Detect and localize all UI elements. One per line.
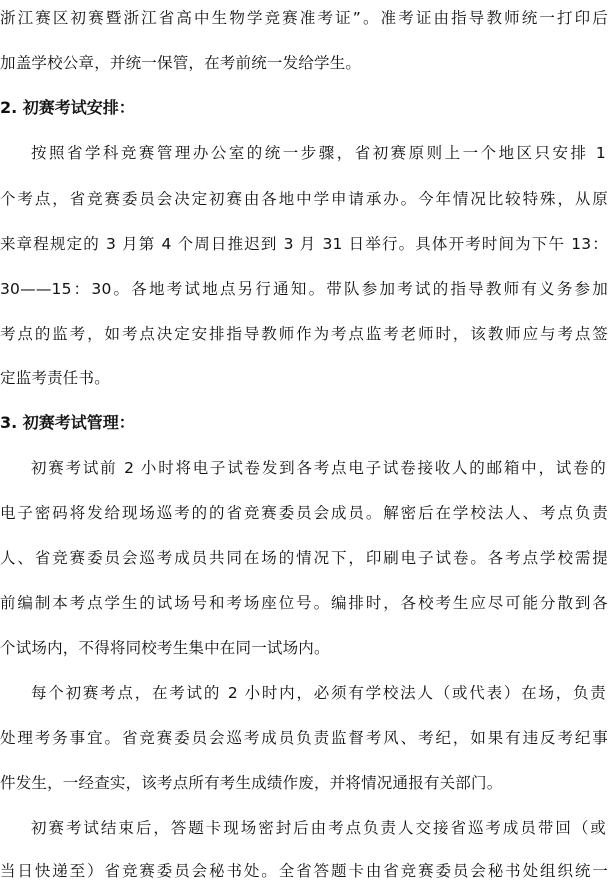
text-line: 人、省竞赛委员会巡考成员共同在场的情况下，印刷电子试卷。各考点学校需提 <box>0 549 608 567</box>
text-line: 处理考务事宜。省竞赛委员会巡考成员负责监督考风、考纪，如果有违反考纪事 <box>0 729 608 747</box>
section-heading-2: 2. 初赛考试安排： <box>0 98 135 117</box>
section-heading-3: 3. 初赛考试管理： <box>0 413 135 432</box>
text-line: 来章程规定的 3 月第 4 个周日推迟到 3 月 31 日举行。具体开考时间为下午 13： <box>0 235 608 253</box>
text-line: 当日快递至）省竞赛委员会秘书处。全省答题卡由省竞赛委员会秘书处组织统一 <box>0 862 608 880</box>
text-line: 件发生，一经查实，该考点所有考生成绩作废，并将情况通报有关部门。 <box>0 774 503 792</box>
text-line: 前编制本考点学生的试场号和考场座位号。编排时，各校考生应尽可能分散到各 <box>0 594 608 612</box>
text-line: 加盖学校公章，并统一保管，在考前统一发给学生。 <box>0 54 362 72</box>
text-line: 电子密码将发给现场巡考的的省竞赛委员会成员。解密后在学校法人、考点负责 <box>0 504 608 522</box>
text-line: 定监考责任书。 <box>0 369 110 387</box>
text-line: 个试场内，不得将同校考生集中在同一试场内。 <box>0 639 330 657</box>
text-line: 浙江赛区初赛暨浙江省高中生物学竞赛准考证”。准考证由指导教师统一打印后 <box>0 9 608 27</box>
text-line: 初赛考试结束后，答题卡现场密封后由考点负责人交接省巡考成员带回（或 <box>31 819 606 837</box>
text-line: 考点的监考，如考点决定安排指导教师作为考点监考老师时，该教师应与考点签 <box>0 325 608 343</box>
text-line: 个考点，省竞赛委员会决定初赛由各地中学申请承办。今年情况比较特殊，从原 <box>0 190 608 208</box>
text-line: 初赛考试前 2 小时将电子试卷发到各考点电子试卷接收人的邮箱中，试卷的 <box>31 459 606 477</box>
text-line: 按照省学科竞赛管理办公室的统一步骤，省初赛原则上一个地区只安排 1 <box>31 144 606 162</box>
text-line: 30——15：30。各地考试地点另行通知。带队参加考试的指导教师有义务参加 <box>0 280 608 298</box>
text-line: 每个初赛考点，在考试的 2 小时内，必须有学校法人（或代表）在场，负责 <box>31 684 606 702</box>
